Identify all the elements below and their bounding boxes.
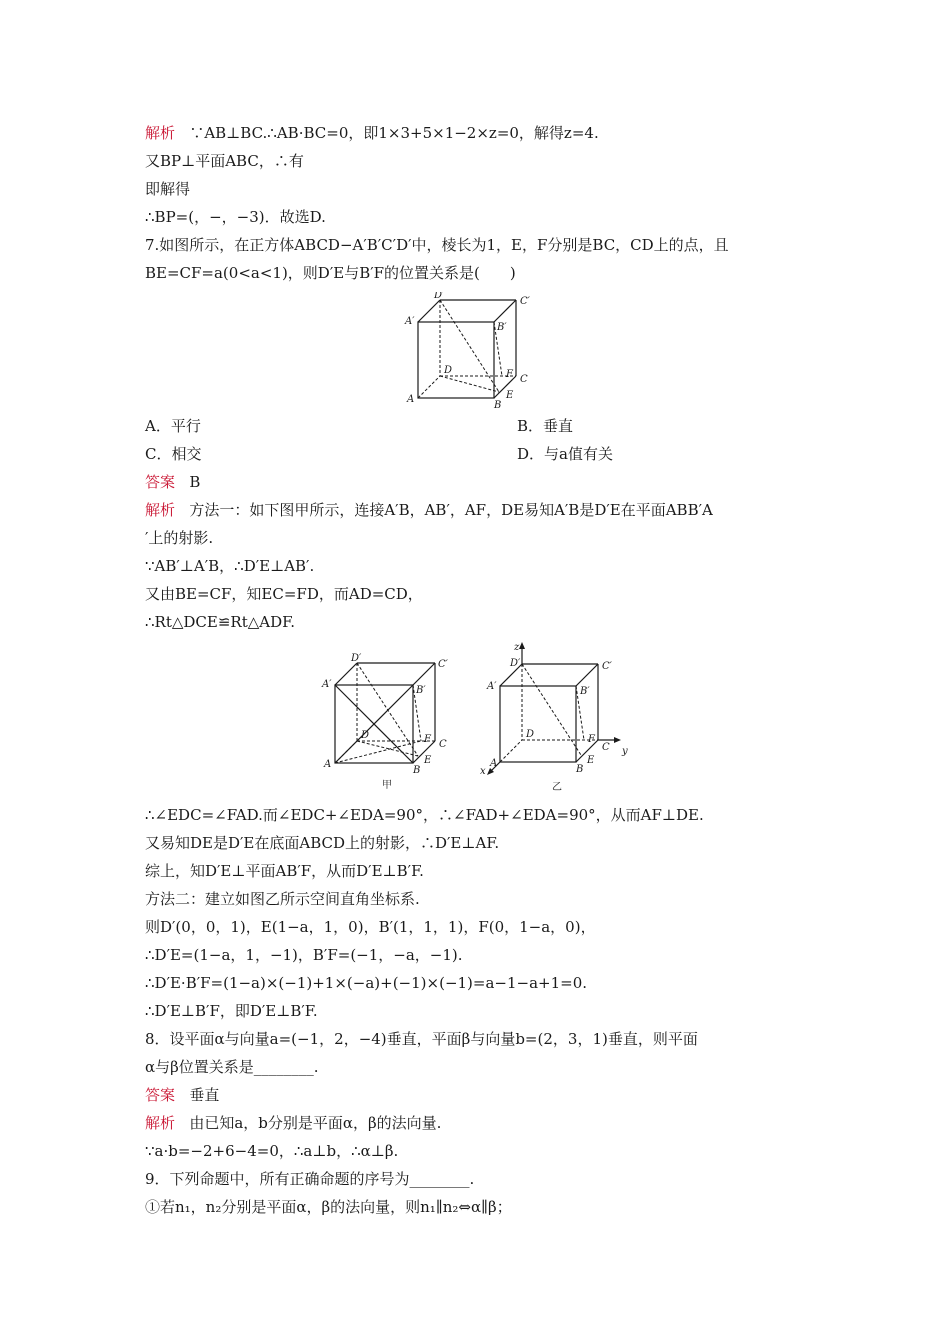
label-C: C (439, 739, 447, 750)
label-Dp: D′ (351, 653, 362, 664)
question-8-line: α与β位置关系是________. (145, 1058, 319, 1076)
label-D: D (444, 365, 453, 376)
jiexi-label: 解析 (145, 1114, 176, 1132)
label-Bp: B′ (580, 686, 590, 697)
label-A: A (490, 758, 498, 769)
daan-label: 答案 (145, 473, 176, 491)
text-line: ′上的射影. (145, 529, 214, 547)
text-line: 又由BE=CF，知EC=FD，而AD=CD， (145, 585, 423, 603)
label-C: C (520, 374, 528, 385)
label-F: F (424, 734, 431, 745)
jiexi-label: 解析 (145, 501, 176, 519)
label-Cp: C′ (438, 659, 448, 670)
label-B: B (413, 765, 421, 776)
question-8-line: 8．设平面α与向量a=(−1，2，−4)垂直，平面β与向量b=(2，3，1)垂直，则平面 (145, 1030, 698, 1048)
text-line: 方法二：建立如图乙所示空间直角坐标系. (145, 890, 420, 908)
text-line: 又BP⊥平面ABC，∴有 (145, 152, 304, 170)
option-d: D．与a值有关 (517, 445, 613, 463)
text-line: ∴D′E·B′F=(1−a)×(−1)+1×(−a)+(−1)×(−1)=a−1−a+1=0. (145, 974, 588, 992)
text-line: ∴D′E⊥B′F，即D′E⊥B′F. (145, 1002, 318, 1020)
text-line: 又易知DE是D′E在底面ABCD上的射影，∴D′E⊥AF. (145, 834, 500, 852)
label-E: E (506, 390, 514, 401)
answer-value: 垂直 (189, 1086, 220, 1104)
question-9-line: 9．下列命题中，所有正确命题的序号为________. (145, 1170, 475, 1188)
text-line: 综上，知D′E⊥平面AB′F，从而D′E⊥B′F. (145, 862, 424, 880)
caption-yi: 乙 (552, 782, 562, 793)
option-b: B．垂直 (517, 417, 574, 435)
label-D: D (526, 729, 535, 740)
solution-line (145, 1113, 441, 1133)
label-A: A (324, 759, 332, 770)
answer-line (145, 472, 200, 492)
label-Bp: B′ (497, 322, 507, 333)
text-line: ∴Rt△DCE≌Rt△ADF. (145, 613, 295, 631)
solution-line (145, 500, 713, 520)
cube-figure-yi (476, 642, 636, 794)
text-line: ∵AB′⊥A′B，∴D′E⊥AB′. (145, 557, 315, 575)
text-line: ∴∠EDC=∠FAD.而∠EDC+∠EDA=90°，∴∠FAD+∠EDA=90°，从而AF⊥DE. (145, 806, 704, 824)
text: ∵AB⊥BC.∴AB·BC=0，即1×3+5×1−2×z=0，解得z=4. (189, 124, 599, 142)
label-Cp: C′ (520, 296, 530, 307)
cube-figure (400, 292, 540, 412)
question-7-line: BE=CF=a(0<a<1)，则D′E与B′F的位置关系是( ) (145, 264, 516, 282)
text-line: 即解得 (145, 180, 191, 198)
label-B: B (576, 764, 584, 775)
label-Dp: D′ (510, 658, 521, 669)
text-line: 则D′(0，0，1)，E(1−a，1，0)，B′(1，1，1)，F(0，1−a，0)， (145, 918, 596, 936)
label-E: E (424, 755, 432, 766)
label-D: D (361, 730, 370, 741)
answer-value: B (189, 473, 201, 491)
label-Cp: C′ (602, 661, 612, 672)
label-Bp: B′ (416, 685, 426, 696)
label-B: B (494, 400, 502, 411)
answer-line (145, 1085, 219, 1105)
solution-line (145, 123, 599, 143)
label-E: E (587, 755, 595, 766)
text-line: ∴BP=(，−，−3)．故选D. (145, 208, 326, 226)
label-y: y (622, 746, 628, 757)
label-z: z (514, 642, 520, 653)
label-Dp: D′ (434, 292, 445, 301)
label-Ap: A′ (322, 679, 332, 690)
label-Ap: A′ (405, 316, 415, 327)
label-F: F (588, 734, 595, 745)
label-Ap: A′ (487, 681, 497, 692)
cube-figure-jia (318, 652, 458, 792)
jiexi-label: 解析 (145, 124, 176, 142)
daan-label: 答案 (145, 1086, 176, 1104)
label-A: A (407, 394, 415, 405)
option-a: A．平行 (145, 417, 201, 435)
question-9-line: ①若n₁，n₂分别是平面α，β的法向量，则n₁∥n₂⇔α∥β； (145, 1198, 512, 1216)
text: 由已知a，b分别是平面α，β的法向量. (189, 1114, 442, 1132)
label-x: x (480, 766, 486, 777)
text: 方法一：如下图甲所示，连接A′B，AB′，AF，DE易知A′B是D′E在平面ABB′A (189, 501, 713, 519)
text-line: ∴D′E=(1−a，1，−1)，B′F=(−1，−a，−1). (145, 946, 463, 964)
text-line: ∵a·b=−2+6−4=0，∴a⊥b，∴α⊥β. (145, 1142, 399, 1160)
label-F: F (506, 369, 513, 380)
question-7-line: 7.如图所示，在正方体ABCD−A′B′C′D′中，棱长为1，E，F分别是BC，CD上的点，且 (145, 236, 729, 254)
option-c: C．相交 (145, 445, 202, 463)
caption-jia: 甲 (382, 780, 392, 791)
label-C: C (602, 742, 610, 753)
